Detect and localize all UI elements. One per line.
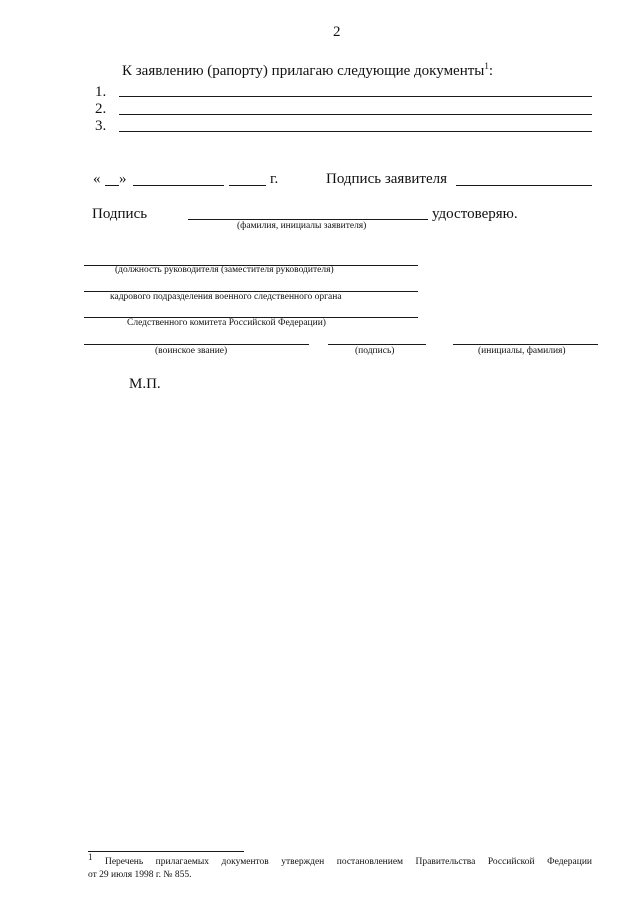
attachment-item-number: 3. [95,118,107,134]
footnote-text-1: Перечень прилагаемых документов утвержден постановлением Правительства Российской Федерации [104,857,592,867]
applicant-name-line [188,219,428,220]
rank-caption: (воинское звание) [155,346,228,356]
rank-line [84,344,309,345]
applicant-signature-label: Подпись заявителя [326,171,448,187]
attachment-item-number: 2. [95,101,107,117]
official-signature-caption: (подпись) [355,346,395,356]
attachment-item-2-line [119,114,592,115]
footnote-line-1 [88,851,592,869]
attachment-item-number: 1. [95,84,107,100]
certify-text: удостоверяю. [432,206,518,222]
attachment-item-3-line [119,131,592,132]
date-month-line [133,185,224,186]
initials-line [453,344,598,345]
attachments-intro [122,63,493,80]
footnote-separator [88,851,244,852]
date-year-suffix: г. [270,171,279,187]
official-position-caption: (должность руководителя (заместителя руководителя) [115,265,334,275]
official-department-caption: кадрового подразделения военного следственного органа [110,292,342,302]
footnote-line-2: от 29 июля 1998 г. № 855. [88,870,192,880]
footnote-mark: 1 [88,851,93,862]
official-signature-line [328,344,426,345]
applicant-signature-line [456,185,592,186]
page-number: 2 [333,24,341,40]
attachments-intro-colon: : [488,63,494,79]
date-day-line [105,185,119,186]
footnote-reference: 1 [484,61,489,71]
applicant-name-caption: (фамилия, инициалы заявителя) [237,221,367,231]
stamp-place: М.П. [129,376,161,392]
signature-label: Подпись [92,206,148,222]
date-close-quote: » [119,171,127,187]
attachment-item-1-line [119,96,592,97]
official-committee-caption: Следственного комитета Российской Федерации) [127,318,326,328]
date-year-line [229,185,266,186]
date-open-quote: « [93,171,101,187]
attachments-intro-text: К заявлению (рапорту) прилагаю следующие документы [122,63,485,79]
initials-caption: (инициалы, фамилия) [478,346,566,356]
